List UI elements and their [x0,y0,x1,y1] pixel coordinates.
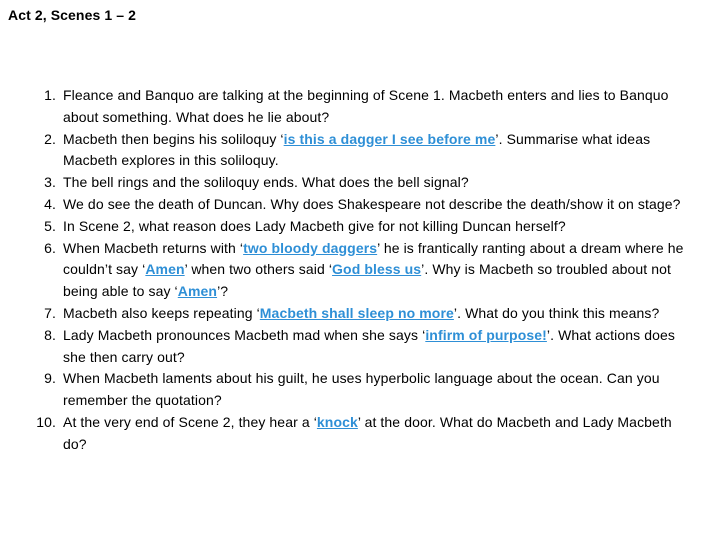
question-text-segment: Macbeth also keeps repeating ‘ [63,304,260,321]
question-item [0,129,720,173]
question-number: 1. [44,87,56,103]
question-item [0,303,720,325]
question-text-segment: Lady Macbeth pronounces Macbeth mad when she says ‘ [63,326,426,343]
quotation-text: two bloody daggers [243,239,378,256]
question-number: 2. [44,130,56,147]
question-text [63,414,672,452]
quotation-text: Amen [145,261,185,278]
quotation-text: knock [316,413,358,430]
quotation-text: Amen [177,283,218,300]
question-text-segment: When Macbeth laments about his guilt, he uses hyperbolic language about the ocean. Can you remember the quotation? [63,370,660,409]
question-item [0,85,720,129]
question-text-segment: ’ he is frantically ranting about a dream where he couldn’t say ‘ [63,239,684,278]
question-number: 6. [44,239,56,256]
question-item [0,412,720,456]
question-item [0,368,720,412]
question-text-segment: The bell rings and the soliloquy ends. What does the bell signal? [63,174,469,191]
quotation-text: Macbeth shall sleep no more [259,304,454,321]
question-text-segment: ’? [217,283,229,300]
question-item [0,194,720,216]
quotation-text: God bless us [332,261,422,278]
question-list [0,85,720,456]
question-text [63,370,660,408]
question-text-segment: We do see the death of Duncan. Why does Shakespeare not describe the death/show it on stage? [63,195,681,212]
question-text-segment: ’. Summarise what ideas Macbeth explores in this soliloquy. [63,130,651,169]
question-text [63,174,469,190]
question-item [0,325,720,369]
question-text-segment: At the very end of Scene 2, they hear a ‘ [63,413,317,430]
question-text-segment: Macbeth then begins his soliloquy ‘ [63,130,284,147]
question-item [0,172,720,194]
question-number: 3. [44,174,56,191]
question-text-segment: ’ at the door. What do Macbeth and Lady Macbeth do? [63,413,672,452]
question-item [0,216,720,238]
page-title: Act 2, Scenes 1 – 2 [8,7,136,23]
question-text-segment: ’ when two others said ‘ [184,261,333,278]
question-text [63,305,659,321]
question-text-segment: When Macbeth returns with ‘ [63,239,244,256]
question-text [63,87,669,125]
question-text [63,218,566,234]
question-number: 8. [44,326,56,343]
question-item [0,238,720,303]
question-text [63,327,675,365]
question-number: 9. [44,370,56,387]
question-text [63,196,681,212]
question-text-segment: ’. What do you think this means? [453,304,660,321]
question-text-segment: In Scene 2, what reason does Lady Macbeth give for not killing Duncan herself? [63,217,566,234]
question-text-segment: Fleance and Banquo are talking at the beginning of Scene 1. Macbeth enters and lies to Banquo about something. What does he lie about? [63,87,669,125]
quotation-text: is this a dagger I see before me [283,130,496,147]
question-text [63,240,684,300]
question-number: 5. [44,217,56,234]
quotation-text: infirm of purpose! [425,326,547,343]
question-text [63,131,650,169]
question-text-segment: ’. Why is Macbeth so troubled about not being able to say ‘ [63,261,671,300]
question-number: 7. [44,304,56,321]
question-text-segment: ’. What actions does she then carry out? [63,326,675,365]
question-number: 10. [36,413,56,430]
question-number: 4. [44,195,56,212]
